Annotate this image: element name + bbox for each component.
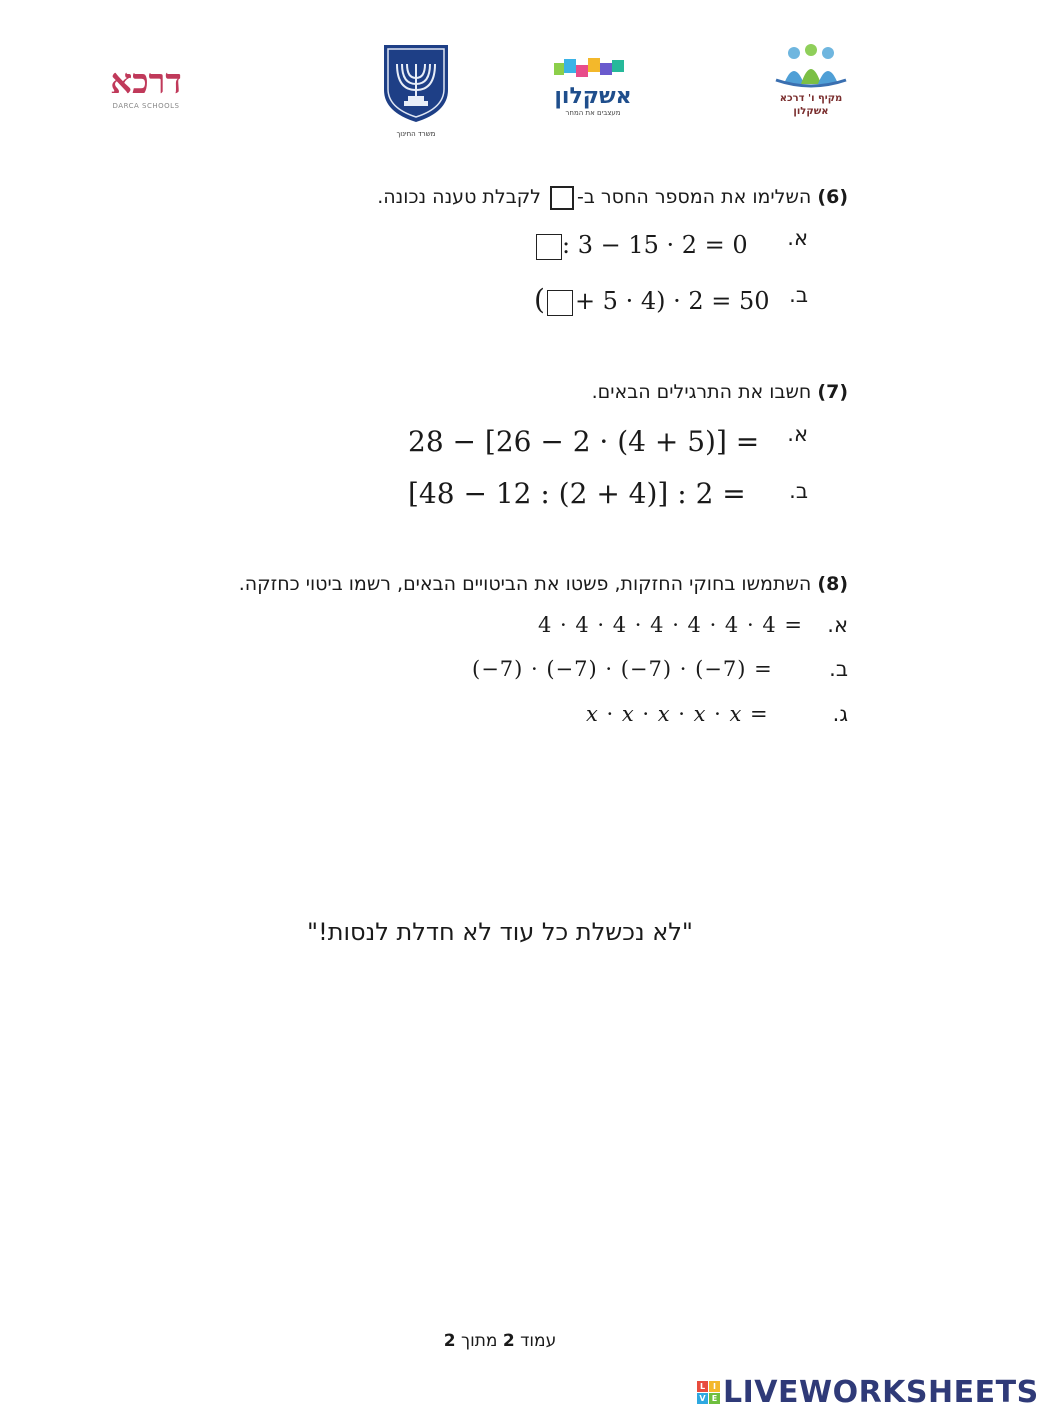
question-8-title [239,570,848,598]
question-7b-label: ב. [789,479,808,503]
liveworksheets-text: LIVEWORKSHEETS [723,1374,1039,1410]
question-6-text-after: לקבלת טענה נכונה. [377,186,541,208]
page-current: 2 [502,1331,515,1351]
question-6-inline-box [550,186,574,210]
question-6-number: (6) [817,186,848,208]
makif-people-icon [772,44,850,88]
question-6b-label: ב. [789,283,808,307]
ashkelon-logo-subtitle: מעצבים את המחר [565,109,621,117]
page-of-word: מתוך [461,1331,498,1351]
question-6b-open-paren: ( [534,283,545,316]
question-6-text-before: השלימו את המספר החסר ב- [577,186,812,208]
darca-logo-subtitle: DARCA SCHOOLS [112,102,180,110]
question-7a-expression: 28 − [26 − 2 · (4 + 5)] = [408,425,760,458]
liveworksheets-logo-icon: L I V E [697,1381,720,1404]
question-6a-label: א. [787,226,808,250]
makif-logo-line1: מקיף ו' דרכא [779,93,843,104]
logo-ashkelon [550,55,636,119]
question-8-number: (8) [817,573,848,595]
question-8c-expression: 𝑥 · 𝑥 · 𝑥 · 𝑥 · 𝑥 = [586,702,769,726]
logo-darca [108,62,184,122]
page-word: עמוד [520,1331,557,1351]
motivational-quote: "לא נכשלת כל עוד לא חדלת לנסות!" [307,918,693,946]
question-6b-answer-box[interactable] [547,290,573,316]
emblem-menorah-icon [378,42,454,124]
question-8c-label: ג. [832,702,848,726]
question-8-text: השתמשו בחוקי החזקות, פשטו את הביטויים הבאים, רשמו ביטוי כחזקה. [238,573,812,595]
page-number [0,1331,1000,1351]
question-7-title [592,378,848,406]
question-8a-label: א. [827,613,848,637]
liveworksheets-watermark[interactable] [697,1374,1039,1410]
question-8a-expression: 4 · 4 · 4 · 4 · 4 · 4 · 4 = [538,613,803,637]
question-7-text: חשבו את התרגילים הבאים. [591,381,812,403]
darca-logo-text: דרכא [110,62,182,102]
question-6a-expression [536,230,748,260]
question-8b-label: ב. [829,657,848,681]
question-6a-expr: : 3 − 15 · 2 = 0 [562,231,748,259]
logo-makif-darca [772,44,850,124]
ministry-caption: משרד החינוך [396,130,436,138]
page-total: 2 [443,1331,456,1351]
logo-ministry-of-education [378,42,454,138]
question-7a-label: א. [787,422,808,446]
question-7b-expression: [48 − 12 : (2 + 4)] : 2 = [408,477,746,510]
ashkelon-logo-text: אשקלון [554,84,632,109]
question-6a-answer-box[interactable] [536,234,562,260]
ashkelon-colored-blocks-icon [550,55,636,81]
makif-logo-line2: אשקלון [793,106,829,117]
question-8b-expression: (−7) · (−7) · (−7) · (−7) = [472,657,773,681]
question-6b-expr: + 5 · 4) · 2 = 50 [574,287,770,315]
question-7-number: (7) [817,381,848,403]
question-6b-expression [534,285,770,316]
question-6-title [377,183,848,211]
